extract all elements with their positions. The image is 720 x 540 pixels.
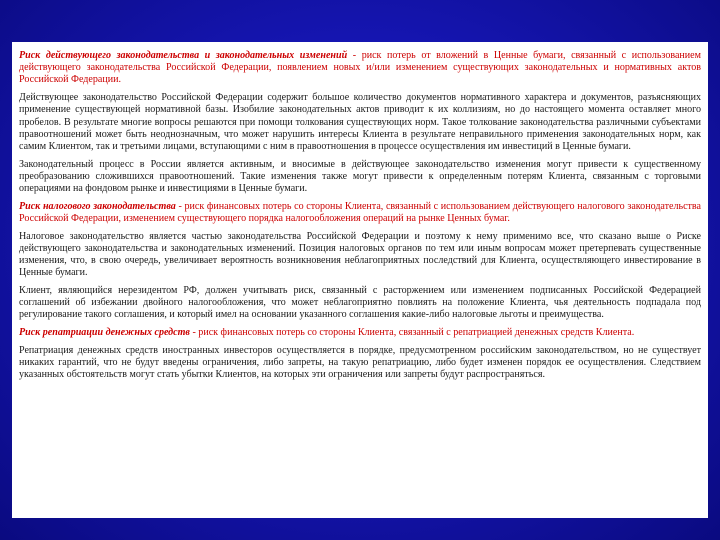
repatriation-risk-definition bbox=[19, 327, 701, 339]
text-panel bbox=[12, 42, 708, 518]
repatriation-paragraph: Репатриация денежных средств иностранных инвесторов осуществляется в порядке, предусмотренном российским законодательством, но не существует никаких гарантий, что не будут введены ограничения, либо запреты, на такую репатриацию, либо будет изменен порядок ее осуществления. Следствием указанных обстоятельств могут стать убытки Клиентов, на которых эти ограничения или запреты будут распространяться. bbox=[19, 344, 701, 381]
repatriation-risk-term: Риск репатриации денежных средств bbox=[19, 327, 190, 339]
legislation-risk-term: Риск действующего законодательства и законодательных изменений bbox=[19, 50, 348, 61]
tax-paragraph-1: Налоговое законодательство является частью законодательства Российской Федерации и поэтому к нему применимо все, что сказано выше о Риске действующего законодательства и законодательных изменений. Позиция налоговых органов по тем или иным вопросам может претерпевать существенные изменения, что, в свою очередь, увеличивает вероятность возникновения неблагоприятных последствий для Клиента, осуществляющего инвестирование в Ценные бумаги. bbox=[19, 230, 701, 279]
legislation-risk-definition bbox=[19, 50, 701, 87]
tax-risk-term: Риск налогового законодательства bbox=[19, 200, 176, 212]
tax-paragraph-2: Клиент, являющийся нерезидентом РФ, должен учитывать риск, связанный с расторжением или изменением подписанных Российской Федерацией соглашений об избежании двойного налогообложения, что может неблагоприятно повлиять на положение Клиента, чья деятельность подпадала под регулирование такого соглашения, и который имел на основании указанного соглашения какие-либо налоговые льготы и преимущества. bbox=[19, 284, 701, 321]
tax-risk-text: - риск финансовых потерь со стороны Клиента, связанный с использованием действующего налогового законодательства Российской Федерации, изменением существующего порядка налогообложения операций на рынке Ценных бумаг. bbox=[19, 200, 701, 224]
tax-risk-definition bbox=[19, 201, 701, 225]
legislation-paragraph-2: Законодательный процесс в России является активным, и вносимые в действующее законодательство изменения могут привести к существенному преобразованию сложившихся правоотношений. Такие изменения также могут привести к определенным потерям Клиента, связанным с торговыми операциями на фондовом рынке и инвестициями в Ценные бумаги. bbox=[19, 158, 701, 195]
repatriation-risk-text: - риск финансовых потерь со стороны Клиента, связанный с репатриацией денежных средств Клиента. bbox=[189, 327, 635, 339]
legislation-paragraph-1: Действующее законодательство Российской Федерации содержит большое количество документов нормативного характера и документов, разъясняющих применение существующей нормативной базы. Изобилие законодательных актов приводит к их коллизиям, но до настоящего момента оставляет много пробелов. В результате многие вопросы решаются при помощи толкования существующих норм. Такое толкование законодательства различными субъектами правоотношений может быть неоднозначным, что может нарушить интересы Клиента в результате неправильного применения законодательных норм, как самим Клиентом, так и третьими лицами, вступающими с ним в правоотношения в процессе осуществления им инвестиций в Ценные бумаги. bbox=[19, 92, 701, 152]
legislation-risk-text: - риск потерь от вложений в Ценные бумаги, связанный с использованием действующего законодательства Российской Федерации, появлением новых и/или изменением существующих законодательных и нормативных актов Российской Федерации. bbox=[19, 50, 701, 86]
